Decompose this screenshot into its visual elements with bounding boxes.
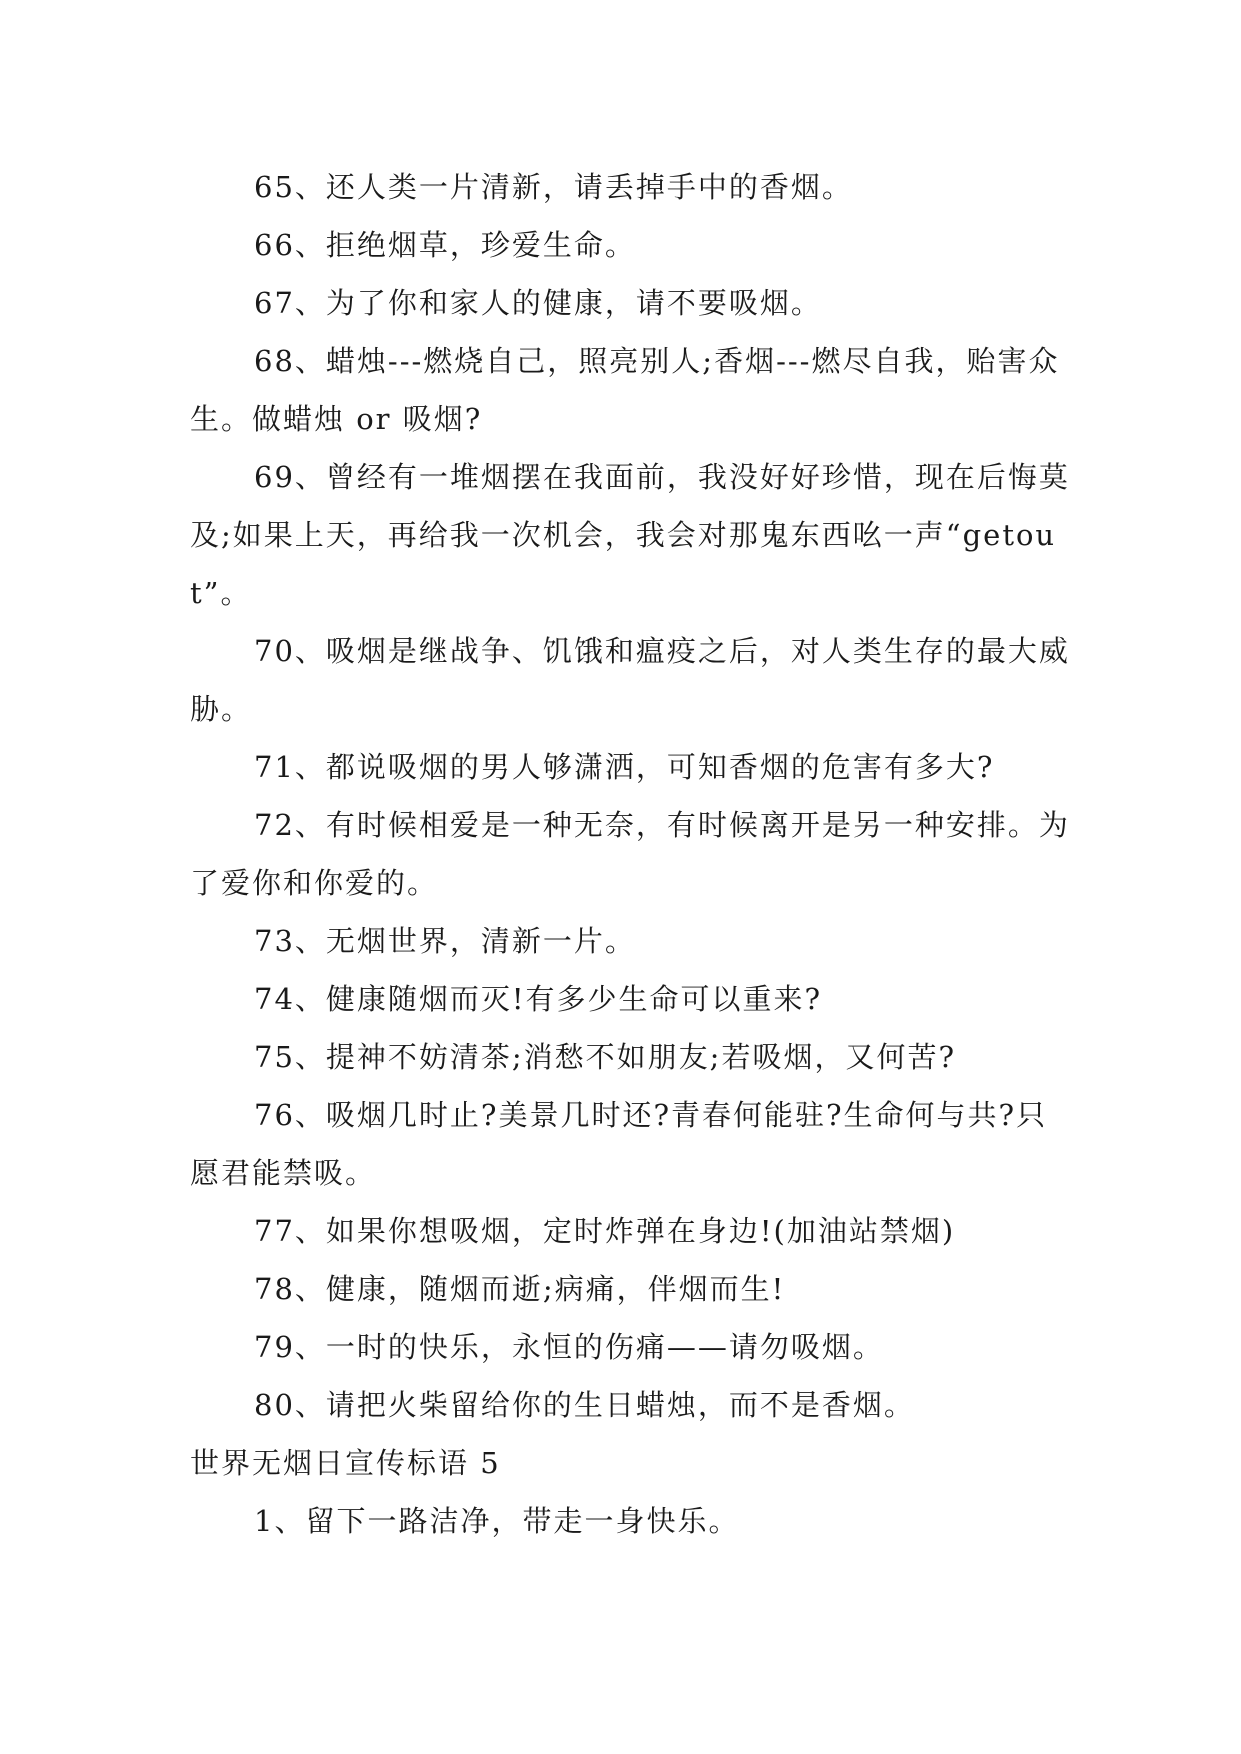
slogan-80: 80、请把火柴留给你的生日蜡烛，而不是香烟。: [254, 1388, 915, 1422]
slogan-78: 78、健康，随烟而逝;病痛，伴烟而生!: [254, 1272, 786, 1306]
slogan-77: 77、如果你想吸烟，定时炸弹在身边!(加油站禁烟): [254, 1214, 956, 1248]
slogan-67: 67、为了你和家人的健康，请不要吸烟。: [254, 286, 822, 320]
section-heading: 世界无烟日宣传标语 5: [190, 1446, 501, 1480]
slogan-71: 71、都说吸烟的男人够潇洒，可知香烟的危害有多大?: [254, 750, 995, 784]
slogan-70: 70、吸烟是继战争、饥饿和瘟疫之后，对人类生存的最大威胁。: [190, 634, 1070, 726]
slogan-68: 68、蜡烛---燃烧自己，照亮别人;香烟---燃尽自我，贻害众生。做蜡烛 or 吸烟?: [190, 344, 1060, 436]
slogan-1: 1、留下一路洁净，带走一身快乐。: [254, 1504, 740, 1538]
slogan-65: 65、还人类一片清新，请丢掉手中的香烟。: [254, 170, 853, 204]
slogan-74: 74、健康随烟而灭!有多少生命可以重来?: [254, 982, 823, 1016]
slogan-75: 75、提神不妨清茶;消愁不如朋友;若吸烟，又何苦?: [254, 1040, 956, 1074]
document-body: [190, 158, 1070, 1550]
slogan-79: 79、一时的快乐，永恒的伤痛——请勿吸烟。: [254, 1330, 884, 1364]
slogan-66: 66、拒绝烟草，珍爱生命。: [254, 228, 636, 262]
slogan-69: 69、曾经有一堆烟摆在我面前，我没好好珍惜，现在后悔莫及;如果上天，再给我一次机会，我会对那鬼东西吆一声“getout”。: [190, 460, 1070, 610]
slogan-73: 73、无烟世界，清新一片。: [254, 924, 636, 958]
slogan-72: 72、有时候相爱是一种无奈，有时候离开是另一种安排。为了爱你和你爱的。: [190, 808, 1070, 900]
slogan-76: 76、吸烟几时止?美景几时还?青春何能驻?生命何与共?只愿君能禁吸。: [190, 1098, 1048, 1190]
